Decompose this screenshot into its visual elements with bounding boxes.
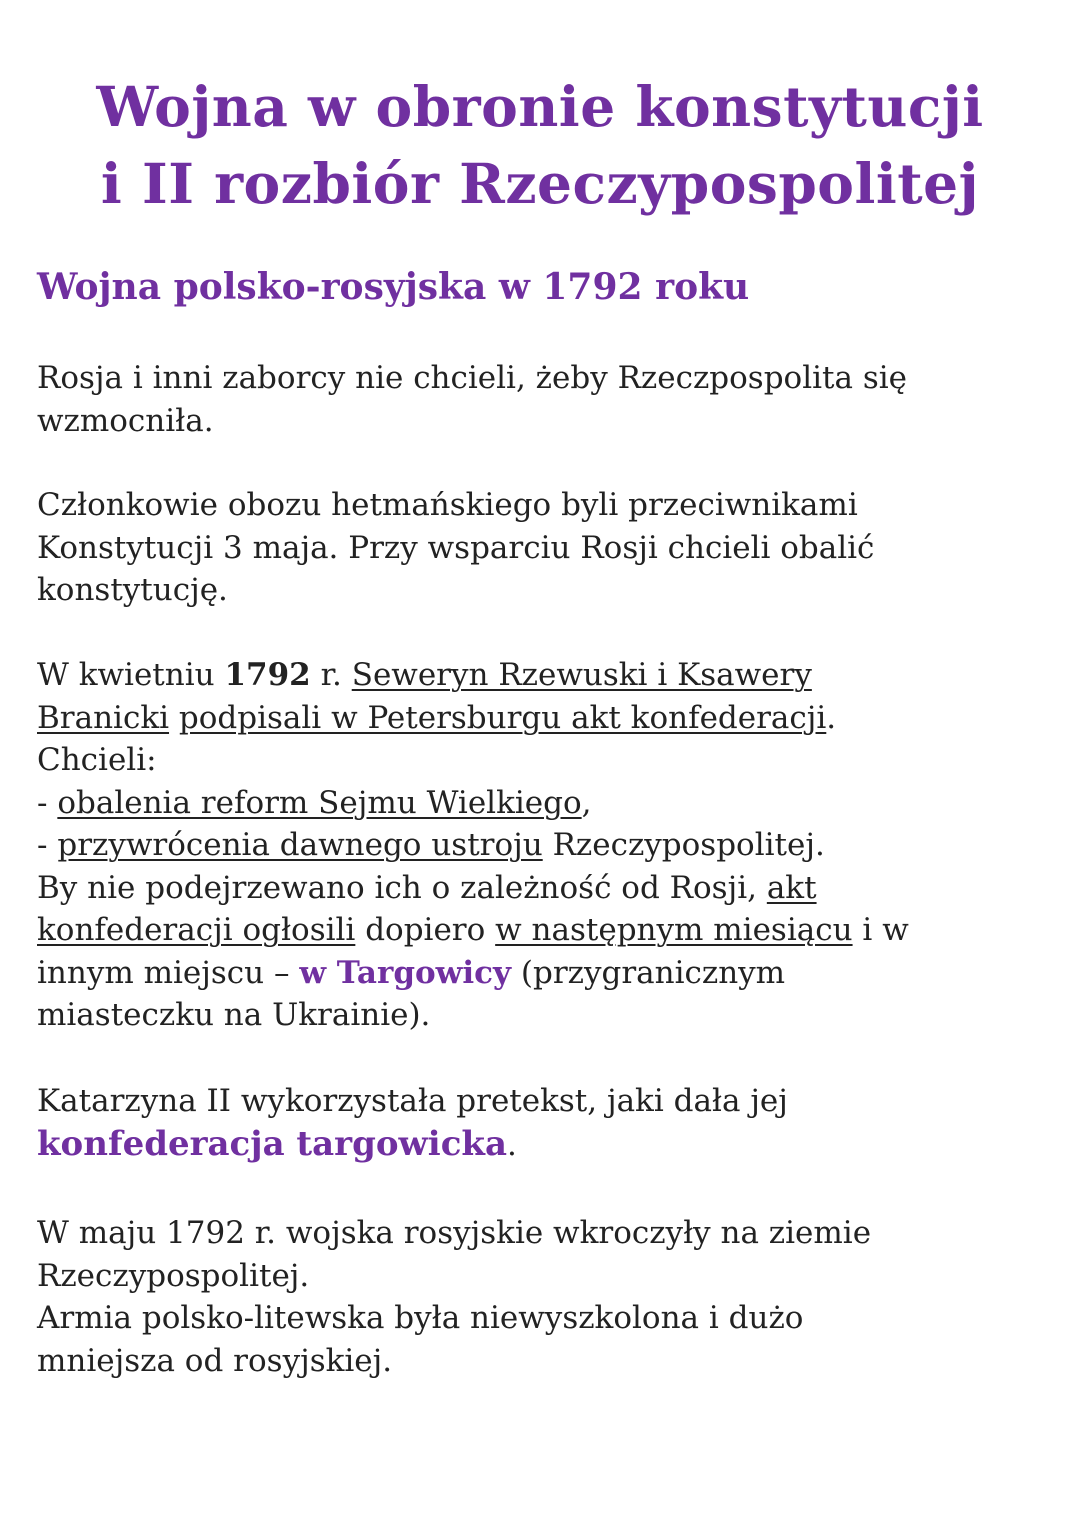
paragraph-4-line-1: Katarzyna II wykorzystała pretekst, jaki dała jej [37,1083,788,1119]
paragraph-5-line-2: Rzeczypospolitej. [37,1257,310,1294]
highlight-targowica-confederation: konfederacja targowicka [37,1123,508,1164]
underlined-announced: konfederacji ogłosili [37,912,356,948]
section-heading: Wojna polsko-rosyjska w 1792 roku [37,266,750,308]
paragraph-1-line-2: wzmocniła. [37,402,214,439]
paragraph-3-line-2 [37,697,1047,740]
page-title [0,68,1080,222]
comma: , [581,784,592,821]
paragraph-2-line-3: konstytucję. [37,572,228,608]
paragraph-3-line-1 [37,654,1047,697]
list-item-2 [37,824,1047,867]
paragraph-1 [37,357,1047,442]
highlight-targowica: w Targowicy [299,954,512,991]
paragraph-4 [37,1080,1047,1166]
period: . [826,699,837,736]
paragraph-3-line-8 [37,952,1047,995]
title-line-1: Wojna w obronie konstytucji [96,74,984,139]
paragraph-3-line-6 [37,867,1047,910]
underlined-item-2: przywrócenia dawnego ustroju [57,827,543,863]
text-border: (przygranicznym [511,954,786,991]
paragraph-5-line-1: W maju 1792 r. wojska rosyjskie wkroczyły na ziemie [37,1215,872,1251]
paragraph-3 [37,654,1047,1037]
text-and-in: i w [852,912,909,948]
list-dash: - [37,784,58,821]
underlined-akt: akt [766,869,817,906]
text-in-april: W kwietniu [37,657,225,693]
list-item-1 [37,782,1047,825]
paragraph-2 [37,484,1047,612]
title-line-2: i II rozbiór Rzeczypospolitej [100,151,980,216]
text-r: r. [310,657,352,693]
paragraph-1-line-1: Rosja i inni zaborcy nie chcieli, żeby Rzeczpospolita się [37,360,907,396]
underlined-signed-act: podpisali w Petersburgu akt konfederacji [178,699,827,736]
period: . [507,1126,517,1163]
paragraph-4-line-2 [37,1123,1047,1167]
text-other-place: innym miejscu – [37,954,300,991]
list-dash: - [37,827,58,863]
paragraph-2-line-1: Członkowie obozu hetmańskiego byli przeciwnikami [37,487,858,523]
item-2-rest: Rzeczypospolitej. [542,827,825,863]
paragraph-5 [37,1212,1047,1382]
text-wanted: Chcieli: [37,742,157,778]
underlined-item-1: obalenia reform Sejmu Wielkiego [57,784,582,821]
paragraph-5-line-3: Armia polsko-litewska była niewyszkolona i dużo [37,1300,804,1336]
text-only: dopiero [355,912,496,948]
year-bold: 1792 [224,657,311,693]
text-suspicion: By nie podejrzewano ich o zależność od Rosji, [37,869,767,906]
underlined-names-1: Seweryn Rzewuski i Ksawery [351,657,812,693]
paragraph-3-line-7 [37,909,1047,952]
paragraph-5-line-4: mniejsza od rosyjskiej. [37,1342,393,1379]
paragraph-2-line-2: Konstytucji 3 maja. Przy wsparciu Rosji chcieli obalić [37,529,875,566]
underlined-next-month: w następnym miesiącu [495,912,853,948]
space [169,700,179,736]
paragraph-3-line-9: miasteczku na Ukrainie). [37,997,431,1033]
underlined-names-2: Branicki [37,699,170,736]
